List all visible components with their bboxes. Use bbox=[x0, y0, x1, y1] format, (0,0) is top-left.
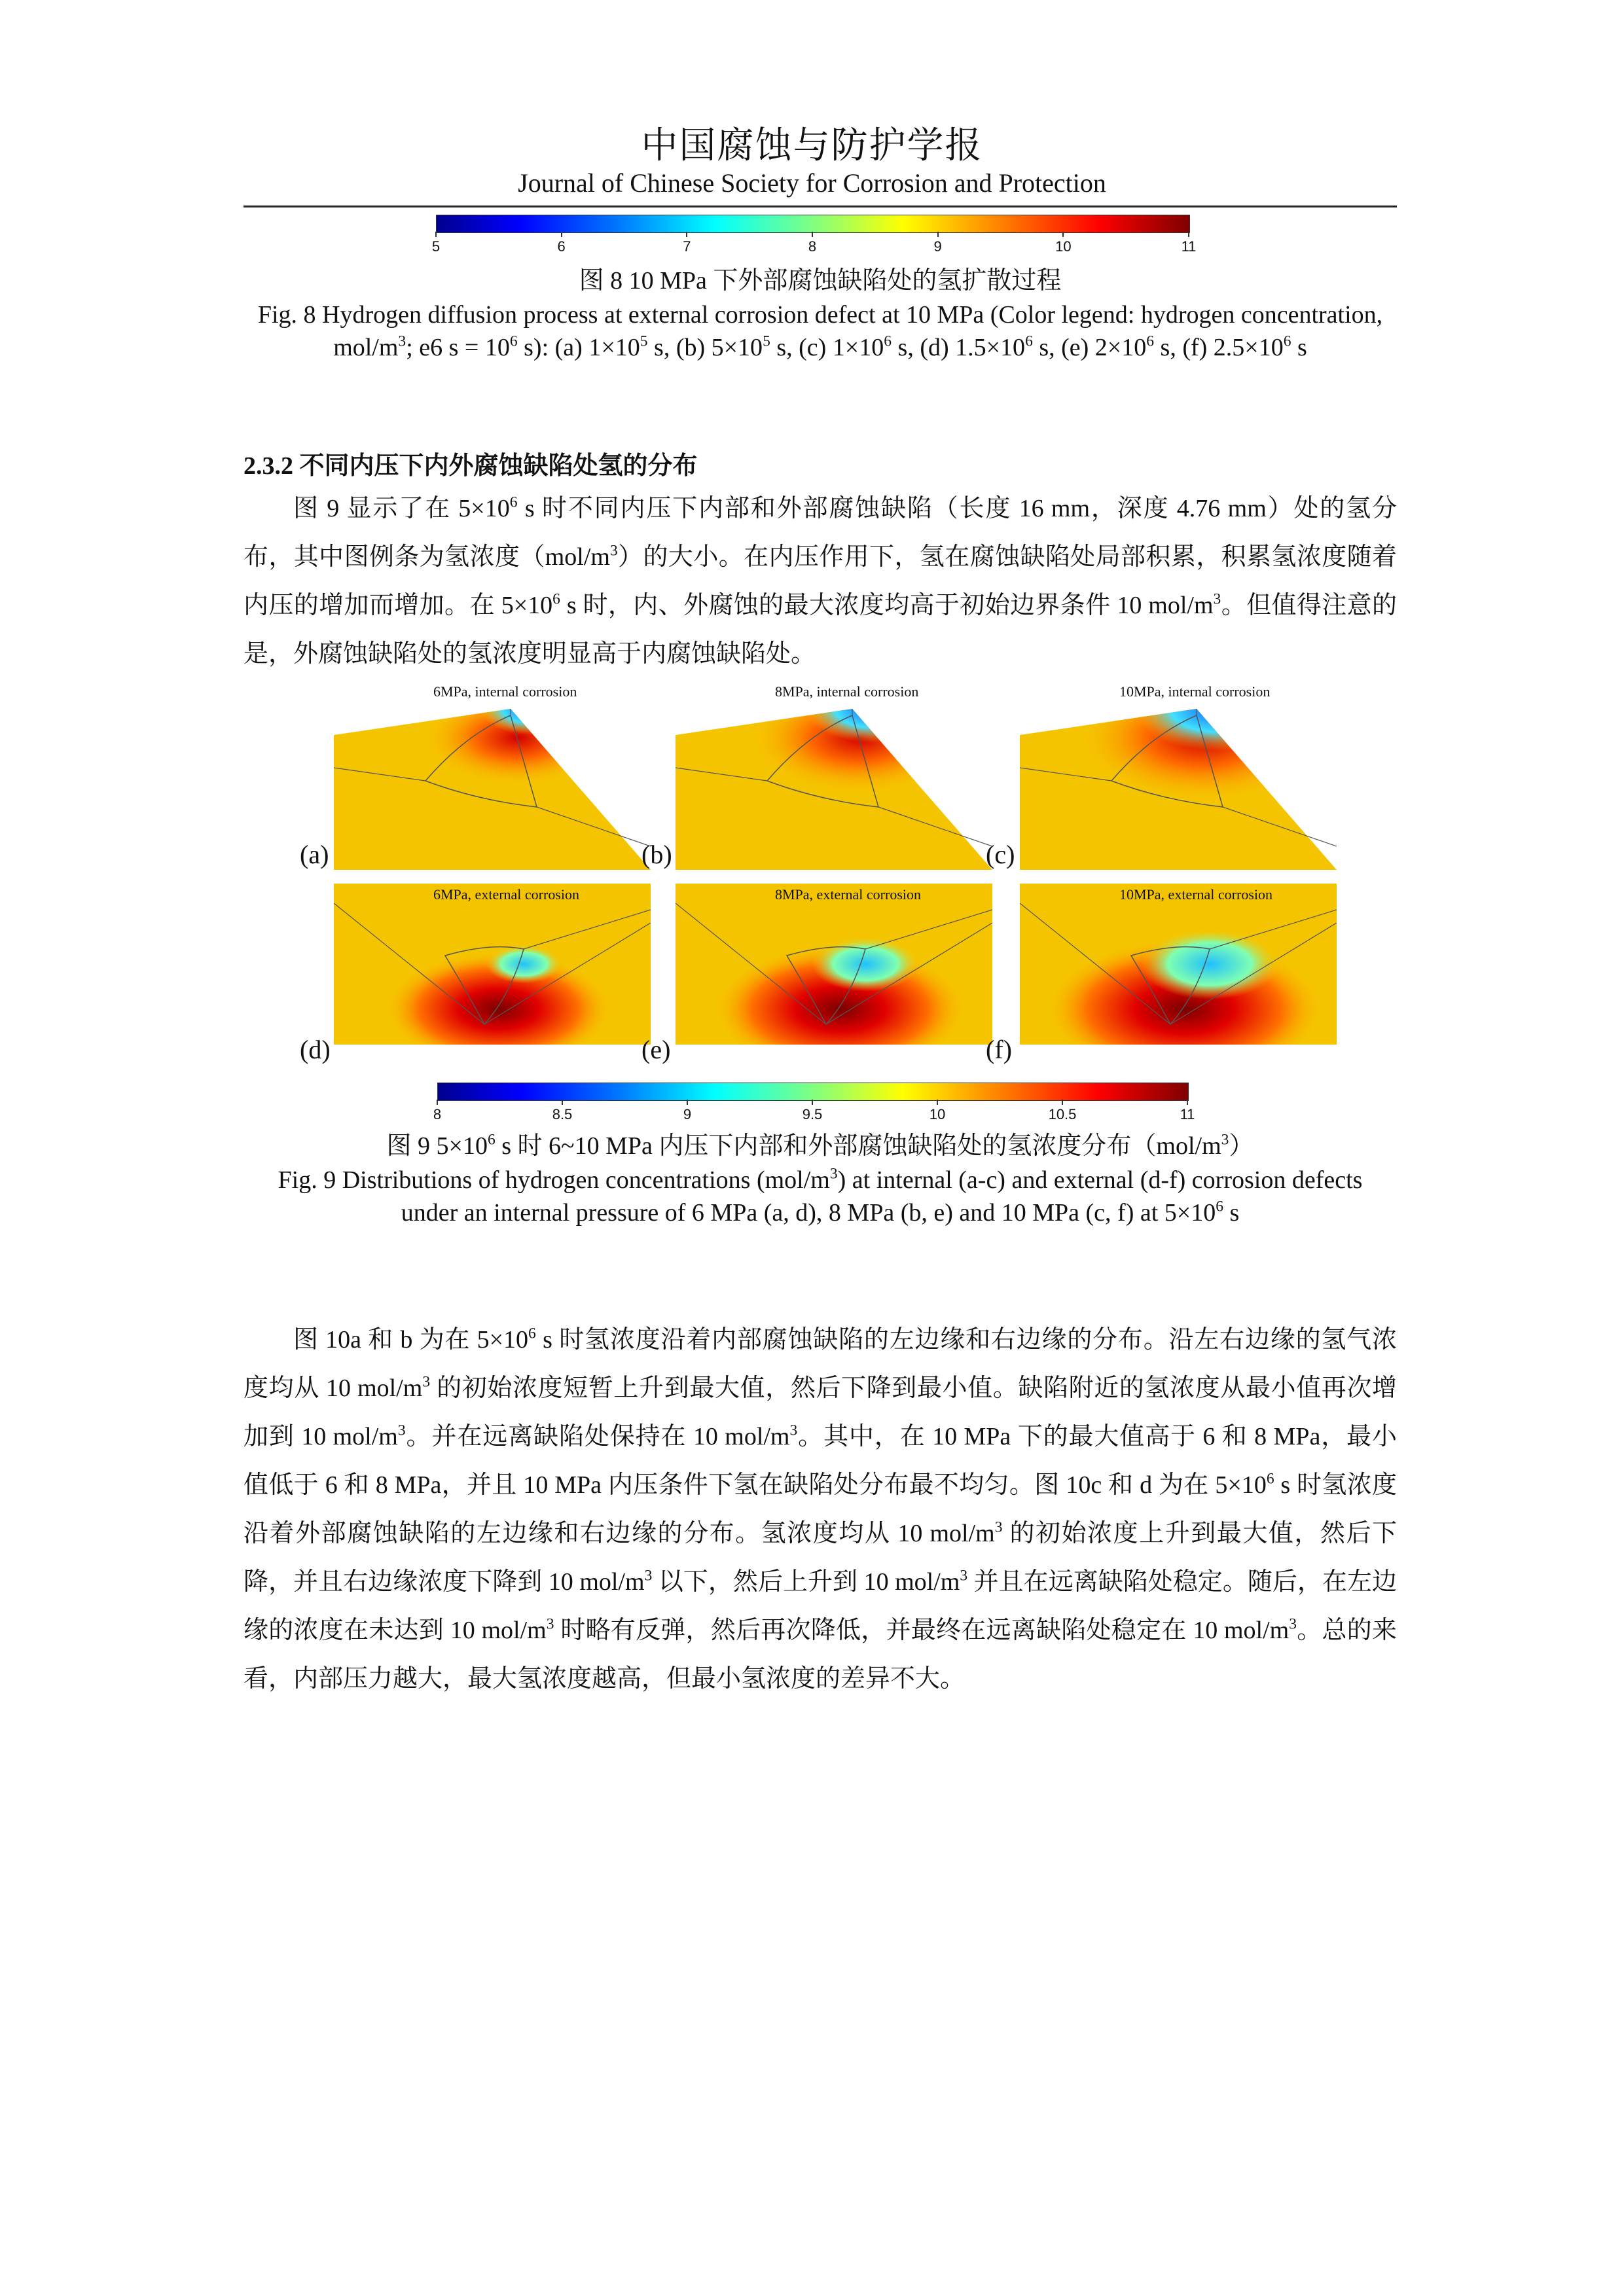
colorbar-tick-label: 10 bbox=[929, 1106, 946, 1122]
colorbar-tick-label: 11 bbox=[1180, 1106, 1195, 1122]
fig9-colorbar-gradient bbox=[437, 1083, 1189, 1101]
fig8-caption-cn: 图 8 10 MPa 下外部腐蚀缺陷处的氢扩散过程 bbox=[579, 267, 1062, 295]
colorbar-tick bbox=[1187, 1100, 1188, 1105]
fig8-caption-en: Fig. 8 Hydrogen diffusion process at external corrosion defect at 10 MPa (Color legend: hydrogen concentration, mol/$m^3$; e6 $s = 10^6$ s): (a) $1\times 10^5$ s, (b) $5\times 10^5$ s, (c) $1\times 10^6$ s, (d) $1.5\times 10^6$ s, (e) $2\times 10^6$ s, (f) $2.5\times 10^6$ s bbox=[257, 301, 1383, 361]
fig9-panel-label: (a) bbox=[300, 840, 329, 869]
paragraph-1 bbox=[244, 484, 1397, 678]
colorbar-tick bbox=[686, 232, 687, 237]
header-divider bbox=[244, 206, 1397, 207]
contour-plot bbox=[676, 709, 992, 870]
colorbar-tick-label: 8 bbox=[808, 238, 817, 255]
fig9-panel-label: (d) bbox=[300, 1035, 331, 1064]
colorbar-tick-label: 5 bbox=[431, 238, 441, 255]
colorbar-tick-label: 10 bbox=[1055, 238, 1072, 255]
fig9-panel-title: 6MPa, internal corrosion bbox=[433, 683, 577, 700]
colorbar-tick-label: 8.5 bbox=[552, 1106, 573, 1122]
colorbar-tick bbox=[437, 1100, 438, 1105]
colorbar-tick bbox=[812, 232, 813, 237]
colorbar-tick bbox=[1188, 232, 1189, 237]
paragraph-2-text: 图 10a 和 b 为在 $5\times 10^6$ s 时氢浓度沿着内部腐蚀缺陷的左边缘和右边缘的分布。沿左右边缘的氢气浓度均从 10 mol/$m^3$ 的初始浓度短暂上升到最大值，然后下降到最小值。缺陷附近的氢浓度从最小值再次增加到 10 mol/$m^3$。并在远离缺陷处保持在 10 mol/$m^3$。其中，在 10 MPa 下的最大值高于 6 和 8 MPa，最小值低于 6 和 8 MPa，并且 10 MPa 内压条件下氢在缺陷处分布最不均匀。图 10c 和 d 为在 $5\times 10^6$ s 时氢浓度沿着外部腐蚀缺陷的左边缘和右边缘的分布。氢浓度均从 10 mol/$m^3$ 的初始浓度上升到最大值，然后下降，并且右边缘浓度下降到 10 mol/$m^3$ 以下，然后上升到 10 mol/$m^3$ 并且在远离缺陷处稳定。随后，在左边缘的浓度在未达到 10 mol/$m^3$ 时略有反弹，然后再次降低，并最终在远离缺陷处稳定在 10 mol/$m^3$。总的来看，内部压力越大，最大氢浓度越高，但最小氢浓度的差异不大。 bbox=[244, 1325, 1398, 1693]
fig9-panel-c bbox=[1020, 709, 1337, 870]
contour-plot bbox=[334, 709, 651, 870]
colorbar-tick-label: 8 bbox=[433, 1106, 442, 1122]
colorbar-tick bbox=[687, 1100, 688, 1105]
contour-plot bbox=[676, 884, 992, 1045]
fig9-panel-label: (e) bbox=[641, 1035, 671, 1064]
fig9-panel-title: 10MPa, external corrosion bbox=[1119, 886, 1272, 903]
colorbar-tick bbox=[937, 232, 939, 237]
colorbar-tick bbox=[1062, 232, 1064, 237]
colorbar-tick-label: 9.5 bbox=[802, 1106, 823, 1122]
paragraph-2 bbox=[244, 1316, 1397, 1703]
paragraph-1-text: 图 9 显示了在 $5\times 10^6$ s 时不同内压下内部和外部腐蚀缺陷（长度 16 mm，深度 4.76 mm）处的氢分布，其中图例条为氢浓度$(mol/m^3)$的大小。在内压作用下，氢在腐蚀缺陷处局部积累，积累氢浓度随着内压的增加而增加。在 $5\times 10^6$ s 时，内、外腐蚀的最大浓度均高于初始边界条件 10 mol/$m^3$。但值得注意的是，外腐蚀缺陷处的氢浓度明显高于内腐蚀缺陷处。 bbox=[244, 493, 1397, 668]
journal-title-en: Journal of Chinese Society for Corrosion and Protection bbox=[518, 168, 1106, 198]
contour-plot bbox=[334, 884, 651, 1045]
colorbar-tick bbox=[435, 232, 437, 237]
colorbar-tick-label: 10.5 bbox=[1048, 1106, 1077, 1122]
fig9-caption-en: Fig. 9 Distributions of hydrogen concentrations $(mol/m^3)$ at internal (a-c) and external (d-f) corrosion defects under an internal pressure of 6 MPa (a, d), 8 MPa (b, e) and 10 MPa (c, f) at $5\times 10^6$ s bbox=[278, 1165, 1363, 1227]
colorbar-tick-label: 6 bbox=[557, 238, 566, 255]
fig9-panel-f bbox=[1020, 884, 1337, 1045]
fig9-panel-label: (c) bbox=[986, 840, 1015, 869]
colorbar-tick-label: 11 bbox=[1181, 238, 1197, 255]
fig9-panel-label: (b) bbox=[641, 840, 672, 869]
colorbar-tick bbox=[1062, 1100, 1063, 1105]
fig9-panel-title: 6MPa, external corrosion bbox=[433, 886, 579, 903]
fig9-panel-label: (f) bbox=[986, 1035, 1012, 1064]
section-heading: 2.3.2 不同内压下内外腐蚀缺陷处氢的分布 bbox=[244, 452, 698, 480]
fig8-colorbar-gradient bbox=[436, 215, 1190, 233]
contour-plot bbox=[1020, 884, 1337, 1045]
fig9-panel-e bbox=[676, 884, 992, 1045]
fig9-panel-a bbox=[334, 709, 651, 870]
colorbar-tick bbox=[937, 1100, 938, 1105]
fig9-caption-cn: 图 9 $5\times 10^6$ s 时 6~10 MPa 内压下内部和外部腐蚀缺陷处的氢浓度分布$(mol/m^3)$ bbox=[386, 1131, 1254, 1160]
colorbar-tick-label: 7 bbox=[683, 238, 691, 255]
fig9-panel-b bbox=[676, 709, 992, 870]
contour-plot bbox=[1020, 709, 1337, 870]
colorbar-tick-label: 9 bbox=[933, 238, 942, 255]
journal-title-cn: 中国腐蚀与防护学报 bbox=[641, 126, 983, 166]
colorbar-tick bbox=[562, 1100, 563, 1105]
fig9-panel-title: 8MPa, external corrosion bbox=[775, 886, 921, 903]
colorbar-tick bbox=[561, 232, 562, 237]
fig9-panel-d bbox=[334, 884, 651, 1045]
colorbar-tick bbox=[812, 1100, 813, 1105]
fig9-panel-title: 10MPa, internal corrosion bbox=[1119, 683, 1271, 700]
fig9-panel-title: 8MPa, internal corrosion bbox=[775, 683, 919, 700]
colorbar-tick-label: 9 bbox=[683, 1106, 692, 1122]
